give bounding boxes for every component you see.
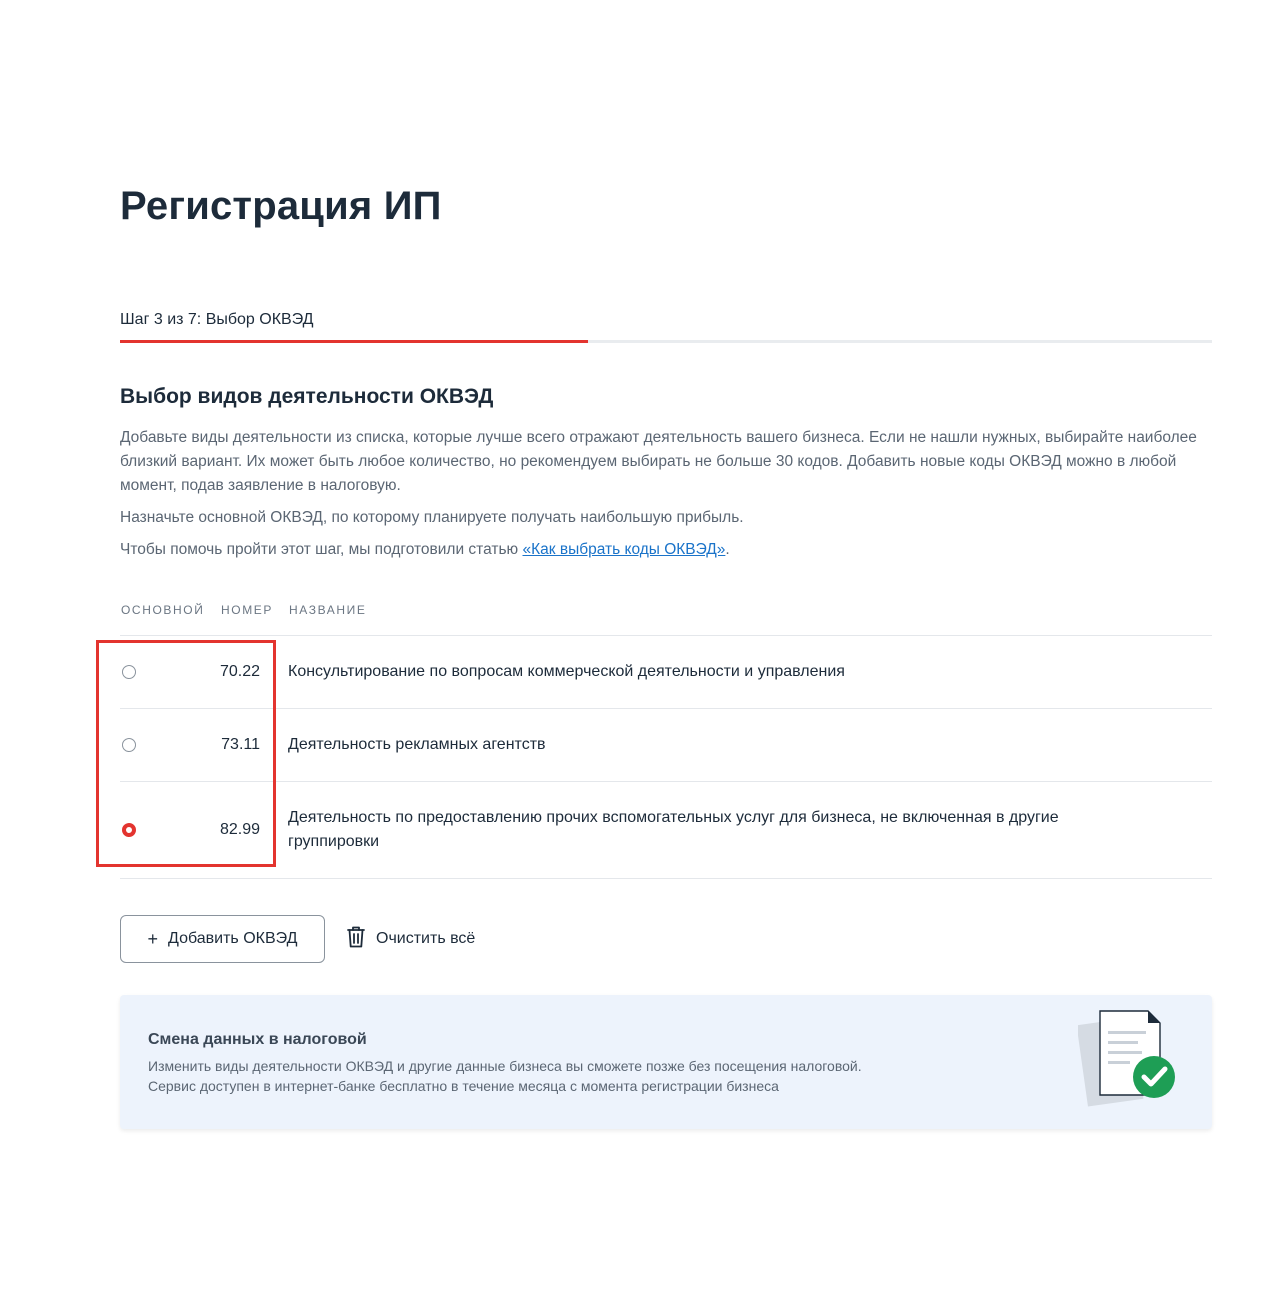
add-okved-label: Добавить ОКВЭД [168, 930, 298, 947]
description-paragraph: Назначьте основной ОКВЭД, по которому планируете получать наибольшую прибыль. [120, 509, 744, 526]
step-progress-bar [120, 340, 1212, 343]
add-okved-button[interactable] [120, 915, 325, 963]
section-description [120, 426, 1212, 562]
plus-icon: + [147, 929, 159, 949]
article-suffix: . [725, 541, 730, 558]
table-row [120, 636, 1212, 709]
info-card [120, 995, 1212, 1129]
page-title: Регистрация ИП [120, 184, 442, 228]
okved-table-header [120, 603, 1212, 619]
trash-icon [346, 925, 366, 954]
clear-all-label: Очистить всё [376, 930, 476, 947]
section-title: Выбор видов деятельности ОКВЭД [120, 385, 494, 408]
column-header-main: ОСНОВНОЙ [121, 603, 205, 617]
column-header-number: НОМЕР [221, 603, 274, 617]
description-paragraph: Добавьте виды деятельности из списка, которые лучше всего отражают деятельность вашего бизнеса. Если не нашли нужных, выбирайте наиболее близкий вариант. Их может быть любое количество, но рекомендуем выбирать не больше 30 кодов. Добавить новые коды ОКВЭД можно в любой момент, подав заявление в налоговую. [120, 429, 1197, 494]
okved-name: Деятельность рекламных агентств [288, 736, 546, 753]
step-indicator-label: Шаг 3 из 7: Выбор ОКВЭД [120, 311, 314, 328]
info-card-text [148, 1056, 1048, 1096]
okved-code: 82.99 [219, 821, 260, 838]
article-link[interactable]: «Как выбрать коды ОКВЭД» [522, 541, 726, 558]
okved-table [120, 635, 1212, 879]
okved-code: 73.11 [221, 736, 260, 753]
step-progress-fill [120, 340, 588, 343]
info-card-line: Изменить виды деятельности ОКВЭД и другие данные бизнеса вы сможете позже без посещения налоговой. [148, 1058, 862, 1074]
info-card-title: Смена данных в налоговой [148, 1031, 367, 1048]
okved-name: Консультирование по вопросам коммерческой деятельности и управления [288, 663, 845, 680]
okved-code: 70.22 [219, 663, 260, 680]
table-row [120, 709, 1212, 782]
article-prefix: Чтобы помочь пройти этот шаг, мы подготовили статью [120, 541, 523, 558]
clear-all-button[interactable] [346, 926, 475, 952]
info-card-line: Сервис доступен в интернет-банке бесплатно в течение месяца с момента регистрации бизнеса [148, 1078, 779, 1094]
document-check-icon [1078, 1007, 1182, 1111]
okved-name: Деятельность по предоставлению прочих вспомогательных услуг для бизнеса, не включенная в другие группировки [288, 809, 1059, 850]
column-header-name: НАЗВАНИЕ [289, 603, 367, 617]
description-paragraph [120, 538, 1212, 562]
table-row [120, 782, 1212, 879]
